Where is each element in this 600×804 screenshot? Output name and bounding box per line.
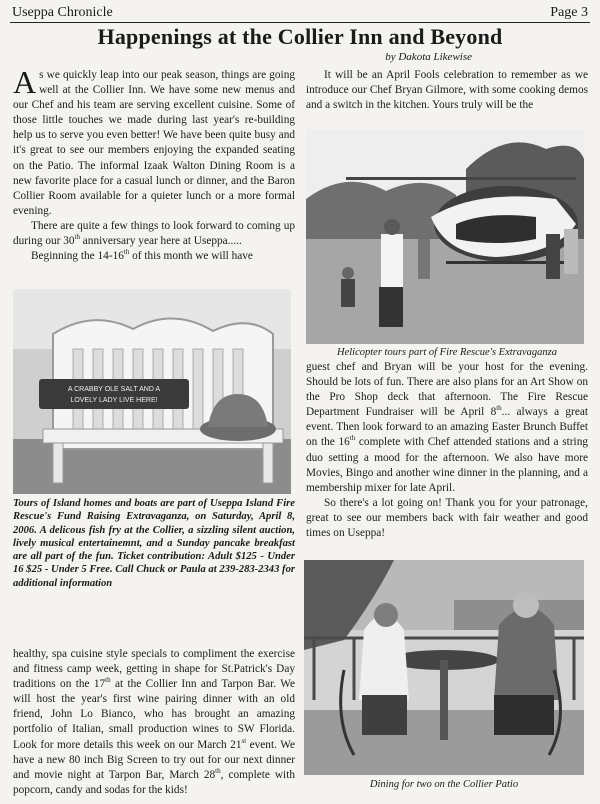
article-byline: by Dakota Likewise	[385, 51, 472, 63]
sign-line-1: A CRABBY OLE SALT AND A	[67, 386, 161, 393]
page-number: Page 3	[550, 5, 588, 20]
article-headline: Happenings at the Collier Inn and Beyond	[97, 24, 503, 49]
dining-photo-image	[304, 560, 584, 775]
paragraph-guest-chef	[306, 360, 588, 496]
paragraph-anniversary	[13, 219, 295, 249]
bench-photo	[13, 289, 291, 494]
header-rule	[10, 22, 590, 23]
helicopter-caption: Helicopter tours part of Fire Rescue's Extravaganza	[337, 347, 557, 358]
paragraph-closing: So there's a lot going on! Thank you for your patronage, great to see our members back with fair weather and good times on Useppa!	[306, 496, 588, 540]
helicopter-photo-image	[306, 129, 584, 344]
dining-photo	[304, 560, 584, 775]
text-span: anniversary year here at Useppa.....	[79, 235, 242, 248]
superscript: th	[349, 434, 356, 443]
superscript: th	[215, 766, 221, 775]
left-column-bottom	[13, 647, 295, 798]
text-span: guest chef and Bryan will be your host for the evening. Should be lots of fun. There are also plans for an Art Show on the Pro Shop deck that afternoon. The Fire Rescue Department Fundraiser will be April 8	[306, 361, 588, 419]
text-span: of this month we will have	[129, 250, 253, 263]
text-span: Beginning the 14-16	[31, 250, 124, 263]
paragraph-beginning	[13, 249, 295, 264]
right-column-middle	[306, 360, 588, 541]
helicopter-photo	[306, 129, 584, 344]
drop-cap: A	[13, 64, 37, 100]
sign-line-2: LOVELY LADY LIVE HERE!	[70, 397, 158, 404]
superscript: th	[105, 676, 111, 685]
superscript: st	[241, 736, 247, 745]
superscript: th	[74, 233, 80, 242]
bench-caption: Tours of Island homes and boats are part of Useppa Island Fire Rescue's Fund Raising Extravaganza, on Saturday, April 8, 2006. A delicous fish fry at the Collier, a sizzling silent auction, lively musical entertainemnt, and a Sunday pancake breakfast are all part of the fun. Ticket contribution: Adult $125 - Under 16 $25 - Under 5 Free. Call Chuck or Paula at 239-283-2343 for additional information	[13, 498, 295, 589]
dining-caption: Dining for two on the Collier Patio	[369, 779, 519, 790]
text-span: ... always a great event. Then look forward to an amazing Easter Brunch Buffet on the 16	[306, 406, 588, 449]
text-span: healthy, spa cuisine style specials to compliment the exercise and fitness camp week, getting in shape for St.Patrick's Day traditions on the 17	[13, 648, 295, 691]
paragraph-intro-text: s we quickly leap into our peak season, things are going well at the Collier Inn. We have some new menus and our Chef and his team are serving excellent cuisine. Some of those little touches we made during last year's re-building help us to serve you even better! We have been quite busy and it's great to see our members enjoying the expanded seating on the Patio. The informal Izaak Walton Dining Room is a new favorite place for a casual lunch or dinner, and the Baron Collier Room available for a quieter lunch or a more formal evening.	[13, 69, 295, 217]
right-column-top	[306, 68, 588, 113]
text-span: at the Collier Inn and Tarpon Bar. We will host the year's first wine pairing dinner with an old friend, John Lo Bianco, who has brought an amazing portfolio of Italian, small production wines to SW Florida. Look for more details this week on our March 21	[13, 678, 295, 751]
text-span: There are quite a few things to look forward to coming up during our 30	[13, 219, 295, 248]
bench-photo-image	[13, 289, 291, 494]
superscript: th	[496, 404, 502, 413]
superscript: th	[123, 248, 130, 257]
publication-name: Useppa Chronicle	[12, 5, 113, 20]
text-span: event. We have a new 80 inch Big Screen to try out for our next dinner and movie night at Tarpon Bar, March 28	[13, 738, 295, 781]
paragraph-intro	[13, 64, 295, 219]
paragraph-spa-cuisine	[13, 647, 295, 798]
paragraph-april-fools: It will be an April Fools celebration to remember as we introduce our Chef Bryan Gilmore, with some cooking demos and a switch in the kitchen. Yours truly will be the	[306, 69, 588, 112]
text-span: , complete with popcorn, candy and sodas for the kids!	[13, 768, 295, 796]
left-column-top	[13, 64, 295, 264]
text-span: complete with Chef attended stations and a string duo setting a mood for the afternoon. We also have more Movies, Bingo and another wine dinner in the planning, and a membership mixer for late April.	[306, 436, 588, 494]
